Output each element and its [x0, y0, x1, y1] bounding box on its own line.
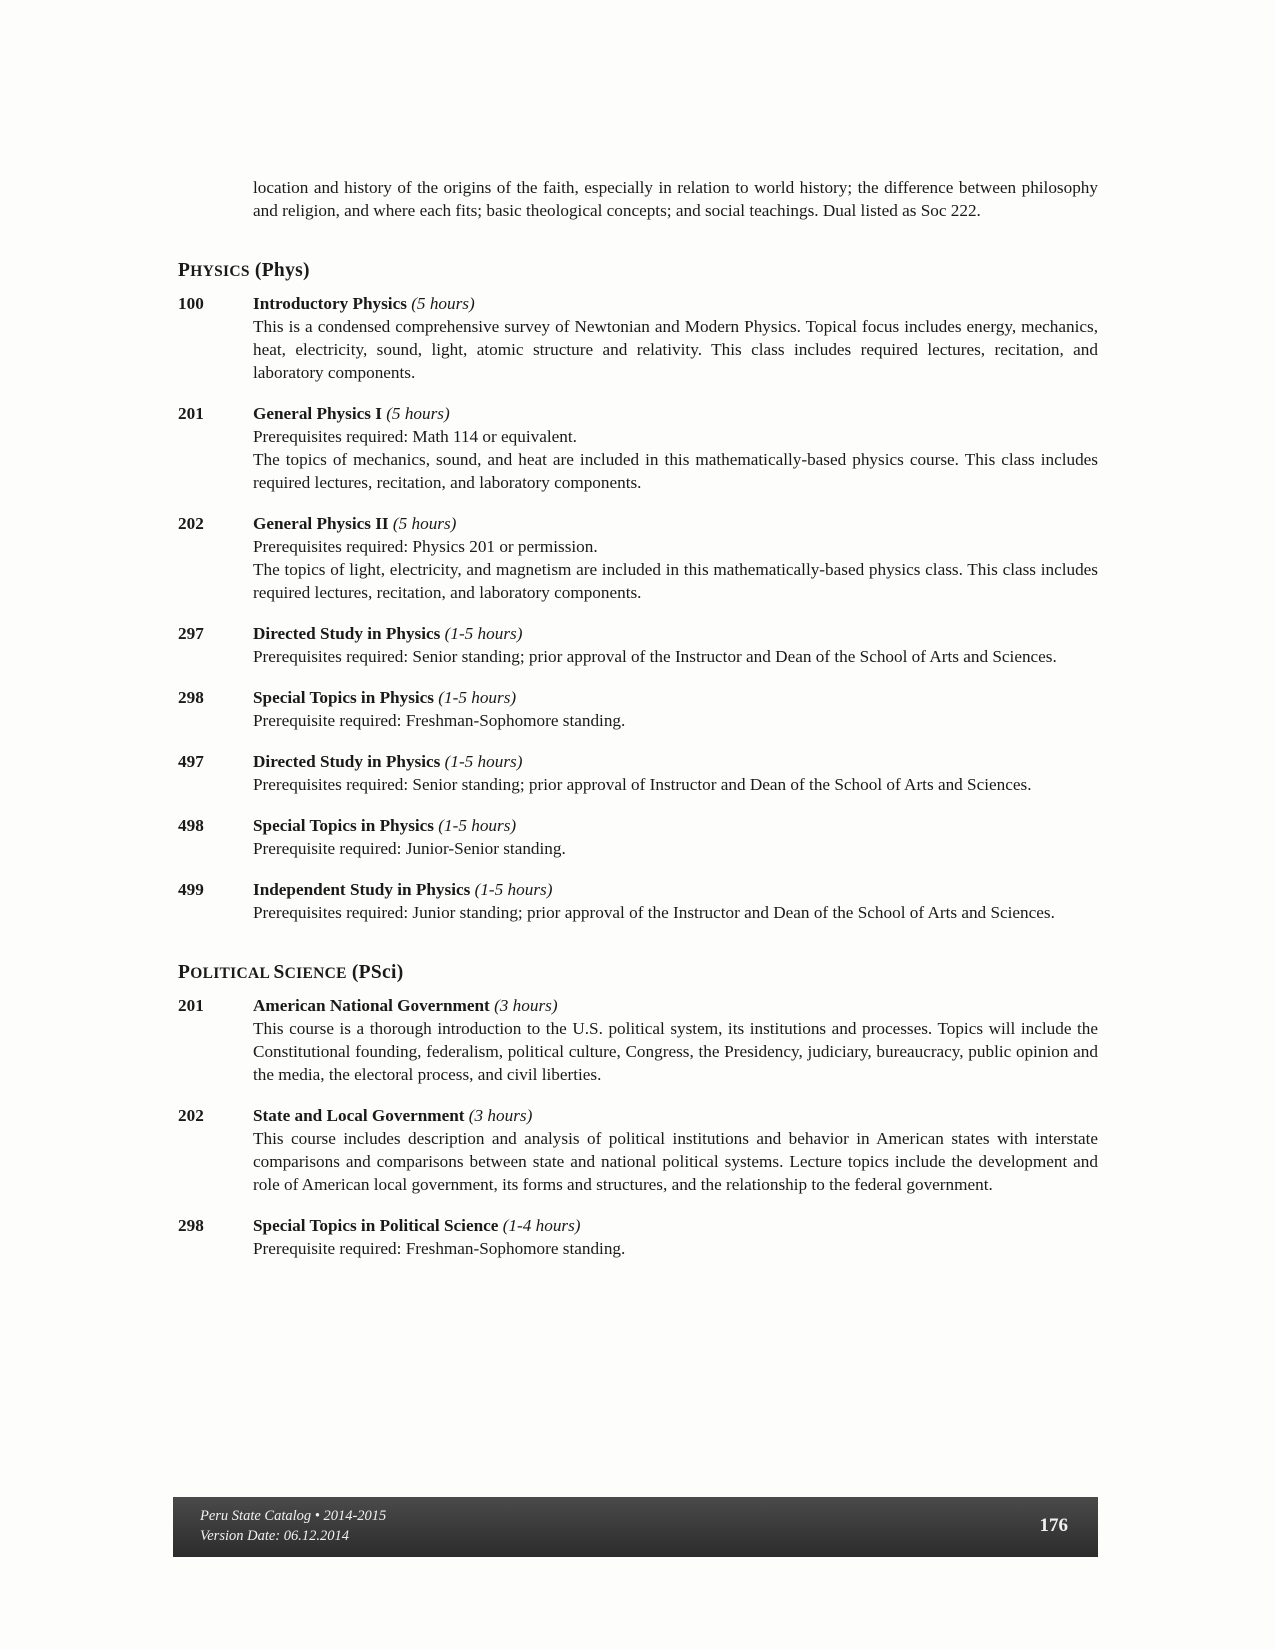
intro-paragraph: location and history of the origins of the faith, especially in relation to world history; the difference between philosophy and religion, and where each fits; basic theological concepts; and social teachings. Dual listed as Soc 222.: [253, 178, 1098, 220]
course-number: 497: [178, 752, 204, 771]
heading-initial: P: [178, 260, 191, 281]
footer-version-date: Version Date: 06.12.2014: [200, 1528, 350, 1544]
course-phys-499: [178, 878, 1098, 924]
course-title: General Physics II: [253, 514, 389, 533]
course-description: The topics of light, electricity, and magnetism are included in this mathematically-based physics class. This class includes required lectures, recitation, and laboratory components.: [253, 560, 1098, 602]
course-title: Independent Study in Physics: [253, 880, 471, 899]
course-body: [253, 878, 1098, 924]
heading-initial: S: [273, 962, 285, 983]
section-heading-political-science: [178, 962, 1098, 984]
course-phys-498: [178, 814, 1098, 860]
course-psci-298: [178, 1214, 1098, 1260]
course-body: [253, 994, 1098, 1086]
course-number: 202: [178, 1106, 204, 1125]
course-prerequisites: Prerequisites required: Physics 201 or permission.: [253, 537, 598, 556]
course-body: [253, 1214, 1098, 1260]
course-description: This course is a thorough introduction to the U.S. political system, its institutions and processes. Topics will include the Constitutional founding, federalism, political culture, Congress, the Presidency, judiciary, bureaucracy, public opinion and the media, the electoral process, and civil liberties.: [253, 1019, 1098, 1084]
course-phys-202: [178, 512, 1098, 604]
heading-abbr: (PSci): [346, 962, 404, 983]
course-number: 201: [178, 404, 204, 423]
course-prerequisites: Prerequisites required: Junior standing; prior approval of the Instructor and Dean of the School of Arts and Sciences.: [253, 903, 1055, 922]
course-title: Directed Study in Physics: [253, 624, 441, 643]
course-phys-497: [178, 750, 1098, 796]
heading-smallcaps: CIENCE: [284, 965, 347, 982]
course-number: 297: [178, 624, 204, 643]
course-body: [253, 686, 1098, 732]
course-body: [253, 750, 1098, 796]
footer-info: [200, 1506, 386, 1546]
heading-abbr: (Phys): [249, 260, 310, 281]
course-title: State and Local Government: [253, 1106, 465, 1125]
course-hours: (1-4 hours): [502, 1216, 581, 1235]
course-title: American National Government: [253, 996, 490, 1015]
course-hours: (3 hours): [468, 1106, 533, 1125]
course-body: [253, 622, 1098, 668]
course-prerequisites: Prerequisite required: Freshman-Sophomore standing.: [253, 1239, 626, 1258]
heading-smallcaps: HYSICS: [190, 263, 250, 280]
page-content: [178, 176, 1098, 1278]
course-title: Directed Study in Physics: [253, 752, 441, 771]
course-title: General Physics I: [253, 404, 382, 423]
course-hours: (5 hours): [411, 294, 475, 313]
course-hours: (1-5 hours): [474, 880, 553, 899]
course-body: [253, 814, 1098, 860]
course-prerequisites: Prerequisites required: Senior standing; prior approval of Instructor and Dean of the School of Arts and Sciences.: [253, 775, 1032, 794]
course-psci-202: [178, 1104, 1098, 1196]
section-political-science: [178, 962, 1098, 1260]
course-description: This course includes description and analysis of political institutions and behavior in American states with interstate comparisons and comparisons between state and national political systems. Lecture topics include the development and role of American local government, its forms and structures, and the relationship to the federal government.: [253, 1129, 1098, 1194]
course-hours: (3 hours): [494, 996, 558, 1015]
course-hours: (1-5 hours): [444, 752, 523, 771]
course-number: 202: [178, 514, 204, 533]
course-hours: (1-5 hours): [438, 816, 517, 835]
course-body: [253, 1104, 1098, 1196]
heading-smallcaps: OLITICAL: [190, 965, 274, 982]
course-prerequisites: Prerequisite required: Junior-Senior standing.: [253, 839, 566, 858]
course-number: 298: [178, 688, 204, 707]
course-number: 499: [178, 880, 204, 899]
footer-catalog-title: Peru State Catalog • 2014-2015: [200, 1508, 387, 1524]
course-body: [253, 512, 1098, 604]
course-prerequisites: Prerequisites required: Math 114 or equivalent.: [253, 427, 577, 446]
course-title: Special Topics in Political Science: [253, 1216, 499, 1235]
course-hours: (5 hours): [392, 514, 457, 533]
course-title: Introductory Physics: [253, 294, 407, 313]
course-phys-201: [178, 402, 1098, 494]
course-description: This is a condensed comprehensive survey of Newtonian and Modern Physics. Topical focus includes energy, mechanics, heat, electricity, sound, light, atomic structure and relativity. This class includes required lectures, recitation, and laboratory components.: [253, 317, 1098, 382]
course-title: Special Topics in Physics: [253, 816, 434, 835]
course-number: 100: [178, 294, 204, 313]
course-prerequisites: Prerequisite required: Freshman-Sophomore standing.: [253, 711, 626, 730]
course-hours: (1-5 hours): [444, 624, 523, 643]
course-prerequisites: Prerequisites required: Senior standing; prior approval of the Instructor and Dean of the School of Arts and Sciences.: [253, 647, 1057, 666]
course-title: Special Topics in Physics: [253, 688, 434, 707]
section-physics: [178, 260, 1098, 924]
course-body: [253, 402, 1098, 494]
page-number: 176: [1039, 1515, 1068, 1536]
course-phys-298: [178, 686, 1098, 732]
course-body: [253, 292, 1098, 384]
course-number: 201: [178, 996, 204, 1015]
course-number: 298: [178, 1216, 204, 1235]
course-description: The topics of mechanics, sound, and heat are included in this mathematically-based physics course. This class includes required lectures, recitation, and laboratory components.: [253, 450, 1098, 492]
page-footer: [173, 1497, 1098, 1557]
course-hours: (1-5 hours): [438, 688, 517, 707]
course-phys-100: [178, 292, 1098, 384]
course-phys-297: [178, 622, 1098, 668]
course-hours: (5 hours): [386, 404, 450, 423]
heading-initial: P: [178, 962, 191, 983]
section-heading-physics: [178, 260, 1098, 282]
course-number: 498: [178, 816, 204, 835]
course-psci-201: [178, 994, 1098, 1086]
